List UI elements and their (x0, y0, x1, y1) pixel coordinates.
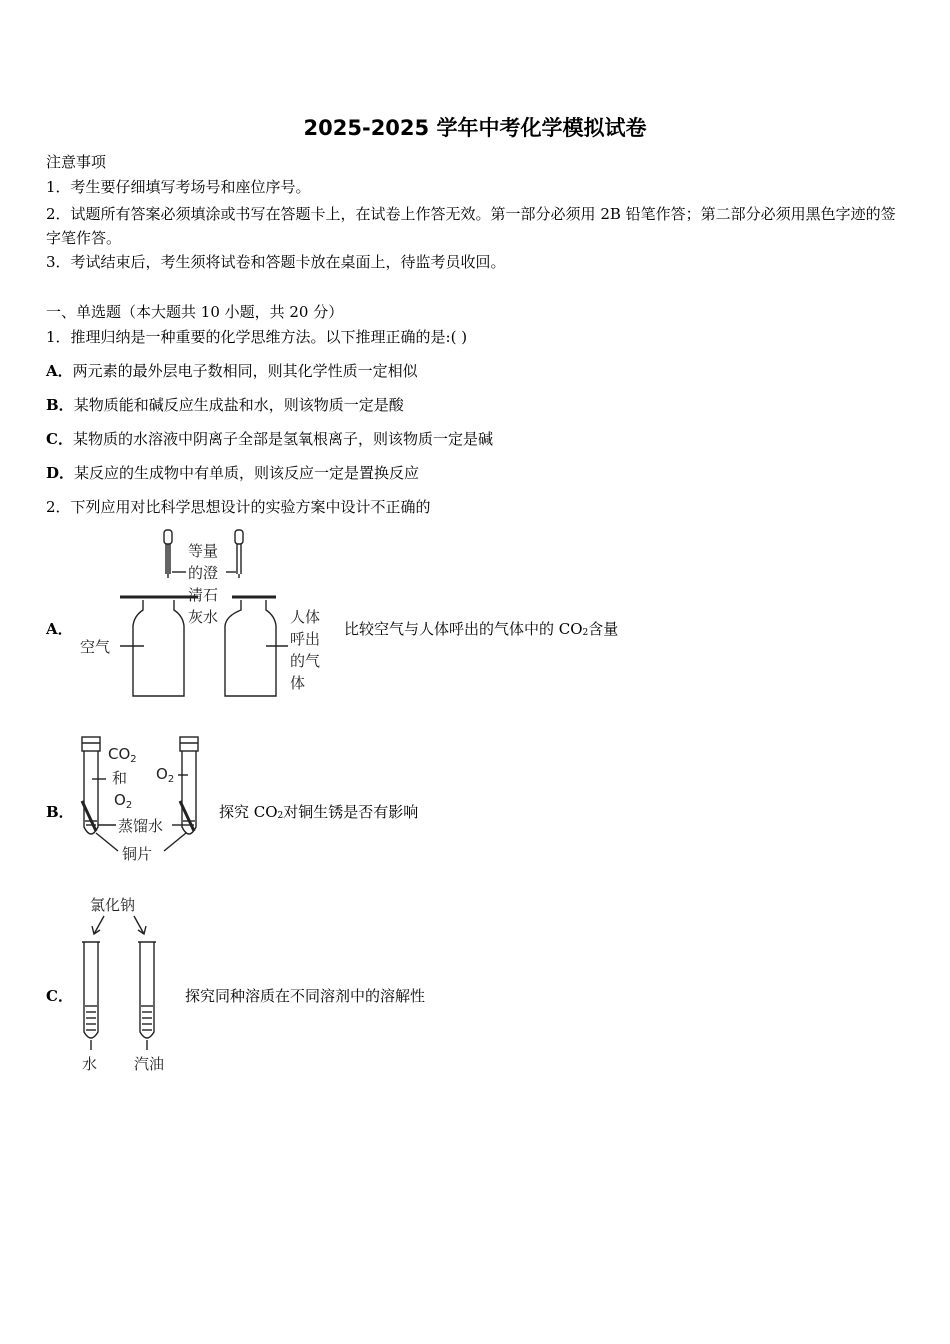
dropper-bulb-right (235, 530, 243, 544)
question-1-stem: 1．推理归纳是一种重要的化学思维方法。以下推理正确的是:( ) (46, 328, 468, 346)
c-water-label: 水 (82, 1055, 98, 1073)
b-gas-and: 和 (112, 769, 128, 787)
subscript: 2 (277, 811, 284, 821)
option-text: 比较空气与人体呼出的气体中的 CO (344, 620, 583, 638)
b-gas-o-sub: 2 (125, 800, 133, 811)
option-letter: A． (46, 362, 73, 380)
notice-item-2: 2．试题所有答案必须填涂或书写在答题卡上，在试卷上作答无效。第一部分必须用 2B 铅笔作答；第二部分必须用黑色字迹的签字笔作答。 (46, 205, 896, 247)
reagent-label-3: 清石 (188, 586, 219, 604)
c-gasoline-label: 汽油 (134, 1055, 165, 1073)
b-copper-label: 铜片 (122, 845, 153, 863)
q2-option-c-letter: C． (46, 987, 73, 1005)
q2-option-b-letter: B． (46, 803, 74, 821)
q1-option-a (46, 361, 418, 381)
option-text: 探究 CO (219, 803, 278, 821)
svg-text:O2 (114, 791, 132, 811)
option-letter: D． (46, 464, 75, 482)
q1-option-d (46, 463, 419, 483)
right-gas-label-1: 人体 (290, 608, 321, 626)
figure-a-bottles (76, 526, 336, 700)
option-text: 某物质的水溶液中阴离子全部是氢氧根离子，则该物质一定是碱 (72, 430, 493, 448)
question-2-stem: 2．下列应用对比科学思想设计的实验方案中设计不正确的 (46, 498, 431, 516)
option-text: 某反应的生成物中有单质，则该反应一定是置换反应 (74, 464, 420, 482)
q1-option-c (46, 429, 493, 449)
notice-heading: 注意事项 (46, 153, 107, 171)
q2-option-a-text (344, 619, 618, 643)
reagent-label-2: 的澄 (188, 564, 219, 582)
q2-option-a-letter: A． (46, 620, 73, 638)
stopper-left (82, 737, 100, 751)
b-water-label: 蒸馏水 (118, 817, 164, 835)
q2-option-c-text: 探究同种溶质在不同溶剂中的溶解性 (185, 987, 426, 1005)
option-text-end: 含量 (588, 620, 619, 638)
c-solute-label: 氯化钠 (90, 896, 136, 914)
b-gas-co-sub: 2 (130, 754, 137, 765)
q1-option-b (46, 395, 404, 415)
b-gas-co: CO (108, 745, 131, 763)
subscript: 2 (582, 628, 589, 638)
right-gas-label-4: 体 (290, 674, 306, 692)
figure-b-test-tubes (78, 735, 218, 865)
notice-item-3: 3．考试结束后，考生须将试卷和答题卡放在桌面上，待监考员收回。 (46, 253, 506, 271)
option-letter: C． (46, 430, 73, 448)
b-gas-o: O (114, 791, 126, 809)
dropper-bulb-left (164, 530, 172, 544)
b-right-gas-o: O (156, 765, 168, 783)
option-letter: B． (46, 396, 74, 414)
stopper-right (180, 737, 198, 751)
page-title: 2025-2025 学年中考化学模拟试卷 (303, 116, 647, 140)
reagent-label-1: 等量 (188, 542, 219, 560)
section-heading: 一、单选题（本大题共 10 小题，共 20 分） (46, 303, 344, 321)
notice-item-1: 1．考生要仔细填写考场号和座位序号。 (46, 178, 311, 196)
left-gas-label: 空气 (80, 638, 111, 656)
reagent-label-4: 灰水 (188, 608, 219, 626)
q2-option-b-text (219, 802, 418, 826)
b-right-gas-o-sub: 2 (167, 774, 175, 785)
svg-text:O2 (156, 765, 174, 785)
option-text: 某物质能和碱反应生成盐和水，则该物质一定是酸 (73, 396, 404, 414)
right-gas-label-2: 呼出 (290, 630, 321, 648)
figure-c-test-tubes (76, 892, 186, 1076)
right-gas-label-3: 的气 (290, 652, 321, 670)
svg-text:CO2 (108, 745, 137, 765)
option-text: 两元素的最外层电子数相同，则其化学性质一定相似 (72, 362, 418, 380)
option-text-end: 对铜生锈是否有影响 (283, 803, 419, 821)
